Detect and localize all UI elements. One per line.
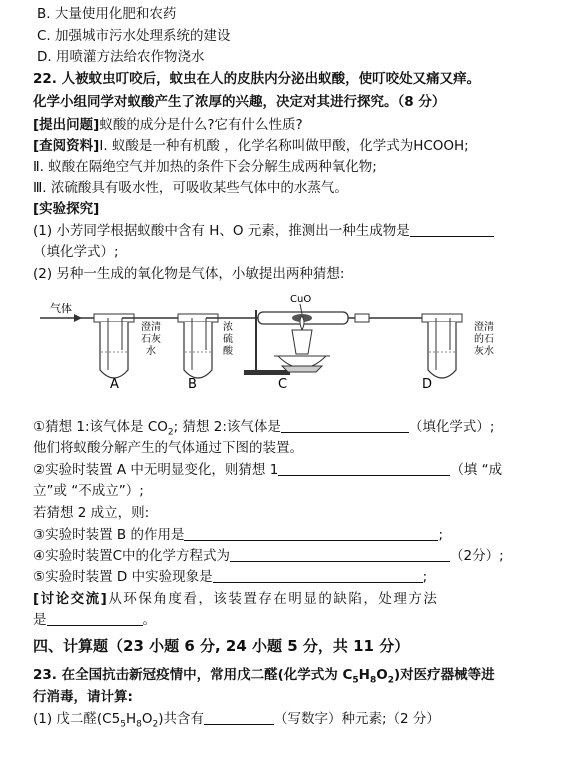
- discuss-line1: [33, 589, 438, 609]
- q22-sub2-line1: (2) 另种一生成的氧化物是气体，小敏提出两种猜想:: [33, 266, 345, 282]
- answer-blank-step4[interactable]: [230, 547, 450, 562]
- answer-blank-step3[interactable]: [184, 526, 438, 541]
- q22-info-3: Ⅲ. 浓硫酸具有吸水性，可吸收某些气体中的水蒸气。: [33, 180, 348, 196]
- answer-blank-1[interactable]: [410, 222, 494, 237]
- device-line: 他们将蚁酸分解产生的气体通过下图的装置。: [33, 440, 303, 456]
- formula-h-count: 8: [369, 675, 377, 686]
- formula-o-count: 2: [387, 675, 394, 686]
- guess-suffix: （填化学式）;: [408, 419, 495, 435]
- section4-title: 四、计算题（23 小题 6 分, 24 小题 5 分，共 11 分）: [33, 637, 410, 655]
- q23-line2: 行消毒，请计算:: [33, 689, 133, 705]
- discuss-text: 从环保角度看，该装置存在明显的缺陷，处理方法: [108, 591, 439, 607]
- bottle-a: [94, 314, 134, 378]
- q23-sub1-mid: )共含有: [158, 711, 204, 727]
- problem-text: 蚁酸的成分是什么?它有什么性质?: [99, 117, 303, 133]
- sub1-formula-o: 2: [152, 719, 159, 730]
- step2-suffix: （填 “成: [450, 462, 503, 478]
- step3-prefix: ③实验时装置 B 的作用是: [33, 527, 185, 543]
- q23-sub1-suffix: （写数字）种元素;（2 分）: [273, 711, 440, 727]
- bottle-d: [422, 314, 462, 378]
- letter-d: D: [422, 377, 433, 392]
- flow-arrow-icon: [74, 314, 82, 322]
- problem-label: [提出问题]: [33, 117, 100, 133]
- q23-line1-suffix: )对医疗器械等进: [394, 667, 495, 683]
- discuss-is: 是: [33, 612, 47, 628]
- q22-info-1: [33, 136, 469, 156]
- step3-line: [33, 525, 443, 545]
- reagent-d-label: 澄清的石灰水: [474, 322, 494, 357]
- option-b: B. 大量使用化肥和农药: [37, 6, 177, 22]
- step5-line: [33, 567, 427, 587]
- step4-line: [33, 546, 504, 566]
- heating-device-c: [244, 310, 348, 375]
- formula-c-count: 5: [352, 675, 359, 686]
- option-c: C. 加强城市污水处理系统的建设: [37, 28, 231, 44]
- step5-prefix: ⑤实验时装置 D 中实验现象是: [33, 569, 213, 585]
- q22-sub1-line2: （填化学式）;: [33, 244, 119, 260]
- q22-sub1-line1: [33, 221, 494, 241]
- answer-blank-step2[interactable]: [278, 461, 450, 476]
- apparatus-diagram: [30, 290, 530, 400]
- answer-blank-discuss[interactable]: [47, 611, 143, 626]
- guess-sub: 2: [167, 427, 174, 438]
- guess-mid: ; 猜想 2:该气体是: [173, 419, 281, 435]
- gas-label: 气体: [50, 302, 72, 315]
- info-text-1: Ⅰ. 蚁酸是一种有机酸 ，化学名称叫做甲酸，化学式为HCOOH;: [99, 138, 469, 154]
- guess-prefix: ①猜想 1:该气体是 CO: [33, 419, 168, 435]
- q22-title-line2: 化学小组同学对蚁酸产生了浓厚的兴趣，决定对其进行探究。（8 分）: [33, 94, 446, 110]
- option-d: D. 用喷灌方法给农作物浇水: [37, 49, 205, 65]
- q23-sub1-prefix: (1) 戊二醛(C: [33, 711, 112, 727]
- discuss-line2: [33, 610, 156, 630]
- reagent-b-label: 浓硫酸: [223, 322, 233, 357]
- step2-line1: [33, 460, 502, 480]
- step4-prefix: ④实验时装置C中的化学方程式为: [33, 548, 231, 564]
- letter-b: B: [188, 377, 197, 392]
- discuss-end: 。: [142, 612, 156, 628]
- answer-blank-step5[interactable]: [213, 568, 423, 583]
- q23-line1: 23. 在全国抗击新冠疫情中，常用戊二醛(化学式为 $C_5H_8O_2$)对医疗器械等进: [33, 667, 495, 686]
- letter-a: A: [110, 377, 119, 392]
- step3-suffix: ;: [438, 527, 444, 543]
- step2-line2: 立”或 “不成立”）;: [33, 483, 144, 499]
- q22-info-2: Ⅱ. 蚁酸在隔绝空气并加热的条件下会分解生成两种氧化物;: [33, 159, 377, 175]
- bottle-b: [178, 314, 218, 378]
- step5-suffix: ;: [422, 569, 428, 585]
- q23-line1-prefix: 23. 在全国抗击新冠疫情中，常用戊二醛(化学式为 C: [33, 667, 353, 683]
- if-line: 若猜想 2 成立，则:: [33, 505, 150, 521]
- step4-suffix: （2分）;: [450, 548, 504, 564]
- rubber-stopper: [355, 314, 369, 322]
- info-label: [查阅资料]: [33, 138, 100, 154]
- answer-blank-guess2[interactable]: [281, 418, 409, 433]
- discuss-label: [讨论交流]: [33, 591, 109, 607]
- explore-label: [实验探究]: [33, 201, 100, 217]
- sub1-text: (1) 小芳同学根据蚁酸中含有 H、O 元素，推测出一种生成物是: [33, 223, 410, 239]
- reagent-a-label: 澄清石灰水: [141, 322, 161, 357]
- cuo-label: CuO: [290, 294, 312, 305]
- letter-c: C: [278, 377, 288, 392]
- answer-blank-q23-1[interactable]: [204, 710, 274, 725]
- q22-problem: [33, 115, 303, 135]
- q23-sub1: (1) 戊二醛$(C5_5H_8O_2)$共含有 （写数字）种元素;（2 分）: [33, 711, 440, 730]
- step2-prefix: ②实验时装置 A 中无明显变化，则猜想 1: [33, 462, 279, 478]
- q22-title-line1: 22. 人被蚊虫叮咬后，蚊虫在人的皮肤内分泌出蚁酸，使叮咬处又痛又痒。: [33, 71, 481, 87]
- sub1-formula-h: 8: [136, 719, 142, 730]
